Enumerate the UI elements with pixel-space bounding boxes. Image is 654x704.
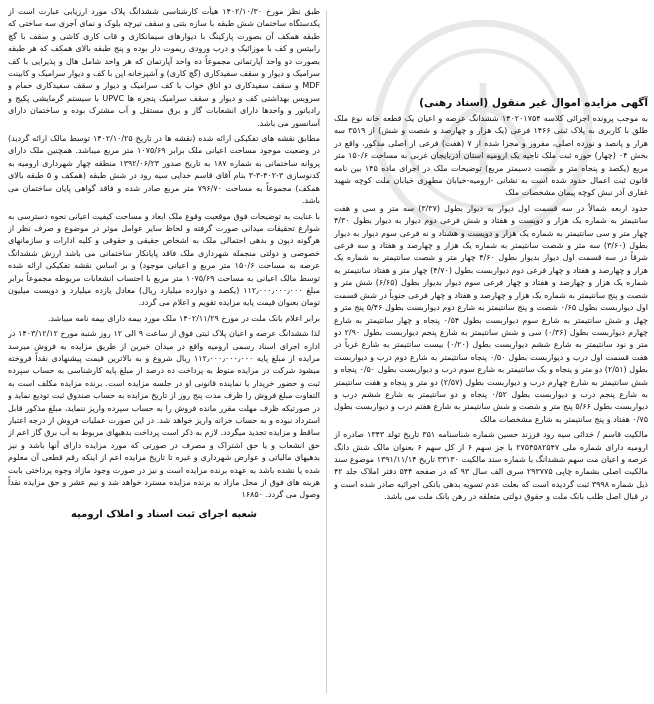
insurance-paragraph: برابر اعلام بانک ملت در مورخ ۱۴۰۲/۱۱/۲۹ ملک مورد بیمه دارای بیمه نامه میباشد. [47,313,320,323]
left-column [8,6,320,698]
notice-heading: آگهی مزایده اموال غیر منقول (اسناد رهنی) [419,97,648,109]
property-description-paragraph: طبق نظر مورخ ۱۴۰۲/۱۰/۳۰ هیأت کارشناسی ششدانگ پلاک مورد ارزیابی عبارت است از یکدستگاه ساختمان شش طبقه با سازه بتنی و سقف تیرچه بلوک و نمای آجری سه ساختی که طبقه همکف آن بصورت پارکینگ با دیوارهای سیمانکاری و قاب کاری کاشی و سقف با گچ رابیتس و کف با موزائیک و درب ورودی ریموت دار بوده و پنج طبقه بالای همکف که هر طبقه بصورت دو واحد آپارتمانی مجموعاً ده واحد آپارتمان که هر واحد شامل هال و پذیرایی با کف سرامیک و دیوار و سقف سفیدکاری (گچ کاری) و آشپزخانه اپن با کف و دیوار سرامیک و کابینت MDF و سقف سفیدکاری دو اتاق خواب با کف سرامیک و دیوار و سقف سفیدکاری حمام و سرویس بهداشتی کف و دیوار و سقف سرامیک پنجره ها UPVC با سیستم گرمایشی پکیج و رادیاتور و واحدها دارای انشعابات گاز و برق مستقل و آب مشترک بوده و ساختمان دارای آسانسور می باشد. [8,7,320,128]
issuer-signature: شعبه اجرای ثبت اسناد و املاک ارومیه [70,508,258,520]
area-paragraph: مطابق نقشه های تفکیکی ارائه شده (نقشه ها در تاریخ ۱۴۰۲/۱۰/۲۵ توسط مالک ارائه گردید) در وضعیت موجود مساحت اعیانی ملک برابر ۱۰۷۵/۶۹ متر مربع میباشد. همچنین ملک دارای پروانه ساختمانی به شماره ۱۸۷ به تاریخ صدور ۱۳۹۲/۰۶/۲۳ منطقه چهار شهرداری ارومیه به کدنوسازی ۳-۴۰۲-۳-۳ بنام آقای قاسم خدایی سیه رود در شش طبقه (همکف و ۵ طبقه بالای همکف) مجموعاً به مساحت ۷۹۶/۷۰ متر مربع صادر شده و فاقد گواهی پایان ساختمان می باشد. [8,134,320,206]
valuation-paragraph: با عنایت به توضیحات فوق موقعیت وقوع ملک ابعاد و مساحت کیفیت اعیانی نحوه دسترسی به شوارع تحقیقات میدانی صورت گرفته و لحاظ سایر عوامل موثر در موضوع و صرف نظر از هرگونه دیون و بدهی احتمالی ملک به اشخاص حقیقی و حقوقی و کلیه ادارات و سازمانهای خصوصی و دولتی منجمله شهرداری ملک فاقد پایانکار ساختمانی می باشد ارزش ششدانگ عرصه به مساحت ۱۵۰/۶ متر مربع و اعیانی موجود) و بر اساس نقشه تفکیکی ارائه شده توسط مالک اعیانی به مساحت ۱۰۷۵/۶۹ متر مربع با احتساب انشعابات مربوطه مجموعاً برابر مبلغ ۱۱۲٫۰۰۰٫۰۰۰٫۰۰۰ (یکصد و دوازده میلیارد ریال) معادل یازده میلیارد و دویست میلیون تومان بعنوان قیمت پایه مزایده تقویم و اعلام می گردد. [8,211,320,308]
owner-paragraph: مالکیت قاسم / خدائی سیه رود فرزند حسین شماره شناسنامه ۳۵۱ تاریخ تولد ۱۳۴۳ صادره از ارومیه دارای شماره ملی ۲۷۵۴۵۸۲۵۴۷ با جز سهم ۶ از کل سهم ۶ بعنوان مالک شش دانگ عرصه و اعیان مت سهم ششدانگ با شماره سند مالکیت ۳۳۱۳۰ تاریخ ۱۳۹۱/۱۱/۱۴ موضوع سند مالکیت اصلی بشماره چاپی ۲۹۳۷۷۵ سری الف سال ۹۳ که در صفحه ۵۴۴ دفتر املاک جلد ۴۲ ذیل شماره ۳۹۹۸ ثبت گردیده است که بعلت عدم تسویه بدهی بانکی اجرائیه صادر شده است و در قبال اصل طلب بانک ملت و حقوق دولتی متعلقه در رهن بانک ملت می باشد. [334,430,648,502]
right-column [334,6,648,698]
case-paragraph: به موجب پرونده اجرائی کلاسه ۱۴۰۲۰۱۷۵۴ ششدانگ عرصه و اعیان یک قطعه خانه نوع ملک طلق با کاربری به پلاک ثبتی ۱۴۶۶ فرعی (یک هزار و چهارصد و شصت و شش) از ۳۵۱۹ سه هزار و پانصد و نوزده اصلی، مفروز و مجزا شده از ۷ (هفت) فرعی از اصلی مذکور، واقع در بخش ۰۴ (چهار) حوزه ثبت ملک ناحیه یک ارومیه استان آذربایجان غربی به مساحت ۱۵۰/۶ متر مربع (یکصد و پنجاه متر و شصت دسیمتر مربع) توضیحات ملک در اجرای ماده ۱۴۵ بین نامه قانون ثبت اعمال حدود شده است به نشانی -ارومیه-خیابان مطهری خیابان ملت کوچه شهید غفاری آذر نبش کوچه پیمان مشخصات ملک [334,114,648,198]
top-blank-area [334,6,648,96]
auction-terms-paragraph: لذا ششدانگ عرصه و اعیان پلاک ثبتی فوق از ساعت ۹ الی ۱۲ روز شنبه مورخ ۱۴۰۳/۱۲/۱۲ در اداره اجرای اسناد رسمی ارومیه واقع در میدان خیرین از طریق مزایده به فروش میرسد مزایده از مبلغ پایه ۱۱۲٫۰۰۰٫۰۰۰٫۰۰۰ ریال شروع و به بالاترین قیمت پیشنهادی نقداً فروخته میشود شرکت در مزایده منوط به پرداخت ده درصد از مبلغ پایه کارشناسی به حساب سپرده ثبت و حضور خریدار یا نماینده قانونی او در جلسه مزایده است. برنده مزایده مکلف است به التفاوت مبلغ فروش را ظرف مدت پنج روز از تاریخ مزایده به حساب صندوق ثبت تودیع نماید و در صورتیکه ظرف مهلت مقرر مانده فروش را به حساب سپرده واریز ننماید، مبلغ مذکور قابل استرداد نبوده و به حساب خزانه واریز خواهد شد. در این صورت عملیات فروش از درجه اعتبار ساقط و مزایده تجدید میگردد. لازم به ذکر است پرداخت بدهیهای مربوط به آب برق گاز اعم از حق انشعاب و یا حق اشتراک و مصرف در صورتی که مورد مزایده دارای آنها باشد و نیز بدهیهای مالیاتی و عوارض شهرداری و غیره تا تاریخ مزایده اعم از اینکه رقم قطعی آن معلوم شده یا نشده باشد به عهده برنده مزایده است و نیز در صورت وجود مازاد وجوه پرداختی بابت هزینه های فوق از محل مازاد به برنده مزایده مسترد خواهد شد و نیم عشر و حق مزایده نقداً وصول می گردد. ۱۶۸۵۰ [8,329,320,500]
column-divider [326,10,327,694]
boundaries-paragraph: حدود اربعه شمالاً در سه قسمت اول دیوار به دیوار بطول (۳/۳۷) سه متر و سی و هفت سانتیمتر به شماره یک هزار و دویست و هفتاد و شش فرعی دوم دیوار به دیوار بطول ۴/۳۰ چهار متر و سی سانتیمتر به شماره یک هزار و دویست و هشتاد و نه فرعی سوم دیوار به دیوار بطول (۳/۶۰) سه متر و شصت سانتیمتر به شماره یک هزار و چهارصد و هفتاد و سه فرعی شرقاً در سه قسمت اول دیوار بدیوار بطول ۴/۶۰ چهار متر و شصت سانتیمتر به شماره یک هزار و چهارصد و هفتاد و چهار فرعی دوم دیواربست بطول (۴/۷۰) چهار متر و هفتاد سانتیمتر به شماره یک هزار و چهارصد و هفتاد و چهار فرعی سوم دیوار بدیوار بطول (۶/۶۵) شش متر و شصت و پنج سانتیمتر به شماره یک هزار و چهارصد و هفتاد و چهار فرعی جنوباً در شش قسمت اول دیواربست بطول ۰/۶۵ شصت و پنج سانتیمتر به شارع دوم دیواربست بطول ۵/۴۶ پنج متر و چهل و شش سانتیمتر به شارع سوم دیواربست بطول ۰/۵۴ پنجاه و چهار سانتیمتر به شارع چهارم دیواربست بطول (۰/۳۶) سی و شش سانتیمتر به شارع پنجم دیواربست بطول ۲/۹۰ دو متر و نود سانتیمتر به شارع ششم دیواربست بطول (۰/۲۰) بیست سانتیمتر به شارع غرباً در هفت قسمت اول درب و دیواربست بطول ۰/۵۰ پنجاه سانتیمتر به شارع دوم درب و دیواربست بطول (۲/۵۱) دو متر و پنجاه و یک سانتیمتر به شارع سوم درب و دیواربست بطول ۰/۵۰ پنجاه و شش سانتیمتر به شارع چهارم درب و دیواربست بطول (۲/۵۷) دو متر و پنجاه و هفت سانتیمتر به شارع پنجم درب و دیواربست بطول ۰/۵۲ پنجاه و دو سانتیمتر به شارع ششم درب و دیواربست بطول ۵/۶۶ پنج متر و شصت و شش سانتیمتر به شارع هفتم درب و دیواربست بطول ۰/۷۵ هفتاد و پنج سانتیمتر به شارع مشخصات مالک [334,203,648,424]
